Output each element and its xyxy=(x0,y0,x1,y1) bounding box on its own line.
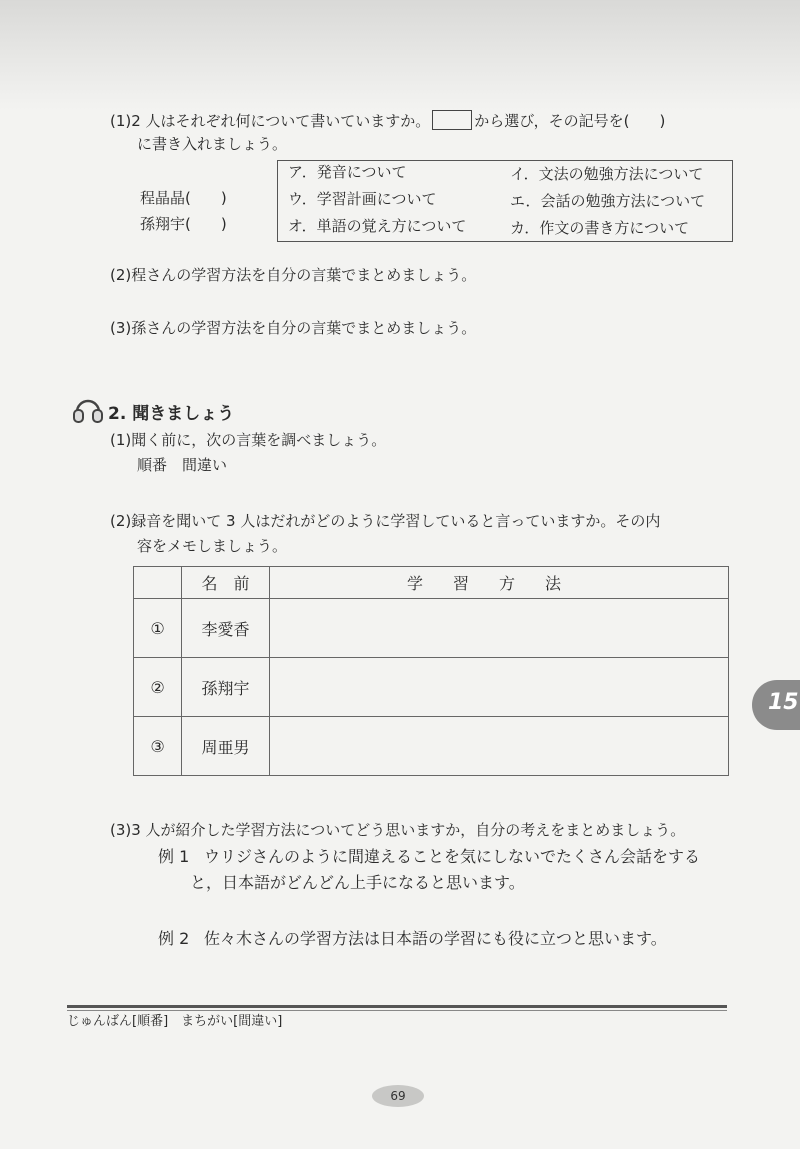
s2-q3: (3)3 人が紹介した学習方法についてどう思いますか，自分の考えをまとめましょう。 xyxy=(110,821,686,839)
section-title: 2. 聞きましょう xyxy=(108,404,235,424)
row-name: 李愛香 xyxy=(182,599,270,658)
s2-q1: (1)聞く前に，次の言葉を調べましょう。 xyxy=(110,431,387,449)
table-row xyxy=(134,599,729,658)
headphone-icon xyxy=(72,396,104,424)
row-number: ③ xyxy=(134,717,182,776)
q3-text: (3)孫さんの学習方法を自分の言葉でまとめましょう。 xyxy=(110,319,477,337)
choice-u: ウ．学習計画について xyxy=(288,190,437,208)
choice-o: オ．単語の覚え方について xyxy=(288,217,467,235)
choice-i: イ．文法の勉強方法について xyxy=(510,165,704,183)
example-1-label: 例 1 xyxy=(158,847,190,866)
row-method-cell[interactable] xyxy=(270,599,729,658)
example-2-text: 佐々木さんの学習方法は日本語の学習にも役に立つと思います。 xyxy=(204,929,667,948)
row-method-cell[interactable] xyxy=(270,658,729,717)
choice-ka: カ．作文の書き方について xyxy=(510,219,690,237)
row-name: 孫翔宇 xyxy=(182,658,270,717)
chapter-tab xyxy=(752,680,800,730)
memo-table xyxy=(133,566,729,776)
q1-line2: に書き入れましょう。 xyxy=(137,135,288,153)
footer-vocab-note: じゅんばん[順番] まちがい[間違い] xyxy=(67,1014,283,1029)
row-method-cell[interactable] xyxy=(270,717,729,776)
header-method: 学習方法 xyxy=(270,567,729,599)
choice-e: エ．会話の勉強方法について xyxy=(510,192,706,210)
example-1-line2: と，日本語がどんどん上手になると思います。 xyxy=(190,873,525,892)
choice-a: ア．発音について xyxy=(288,163,407,181)
answer-name-1: 程晶晶( ) xyxy=(140,189,227,207)
table-row xyxy=(134,658,729,717)
q1-text-after: から選び，その記号を( ) xyxy=(474,112,666,130)
s2-vocab: 順番 間違い xyxy=(137,456,228,474)
example-1-line1: ウリジさんのように間違えることを気にしないでたくさん会話をする xyxy=(204,847,701,866)
s2-q2-line1: (2)録音を聞いて 3 人はだれがどのように学習していると言っていますか。その内 xyxy=(110,512,661,530)
page-number: 69 xyxy=(372,1085,424,1107)
footer-divider-thin xyxy=(67,1010,727,1011)
top-shadow xyxy=(0,0,800,110)
choice-box xyxy=(277,160,733,242)
header-name: 名 前 xyxy=(182,567,270,599)
example-2-label: 例 2 xyxy=(158,929,190,948)
footer-divider xyxy=(67,1005,727,1008)
answer-name-2: 孫翔宇( ) xyxy=(140,215,227,233)
row-number: ② xyxy=(134,658,182,717)
row-number: ① xyxy=(134,599,182,658)
table-header-row xyxy=(134,567,729,599)
chapter-number: 15 xyxy=(768,690,799,715)
answer-box-placeholder xyxy=(432,110,472,130)
s2-q2-line2: 容をメモしましょう。 xyxy=(137,537,288,555)
q2-text: (2)程さんの学習方法を自分の言葉でまとめましょう。 xyxy=(110,266,477,284)
q1-line1 xyxy=(110,110,665,131)
q1-text-before: (1)2 人はそれぞれ何について書いていますか。 xyxy=(110,112,431,130)
row-name: 周亜男 xyxy=(182,717,270,776)
header-num xyxy=(134,567,182,599)
table-row xyxy=(134,717,729,776)
